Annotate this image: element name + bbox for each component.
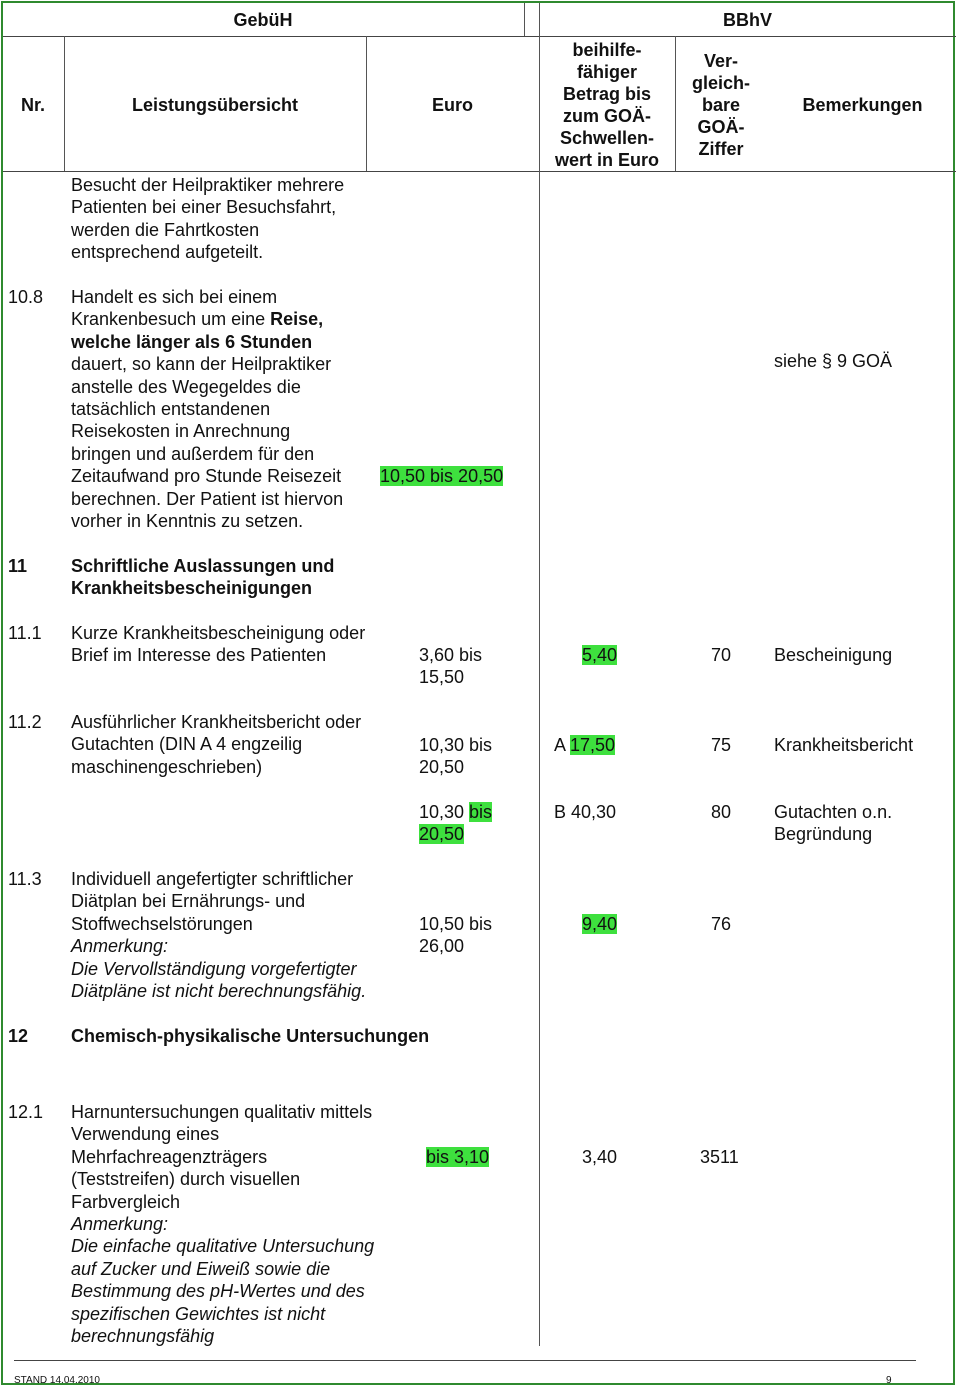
footer-stand: STAND 14.04.2010	[14, 1375, 100, 1386]
col-bemerkungen: Bemerkungen	[802, 95, 923, 115]
row-nr-11-2: 11.2	[8, 712, 42, 732]
ziffer-11-1: 70	[711, 645, 732, 665]
col-euro: Euro	[431, 95, 473, 115]
col-nr: Nr.	[20, 95, 45, 115]
row-text-10-8: Handelt es sich bei einem Krankenbesuch um eine Reise, welche länger als 6 Stunden dauert, so kann der Heilpraktiker anstelle des Wegegeldes die tatsächlich entstandenen Reisekosten in Anrechnung bringen und außerdem für den Zeitaufwand pro Stunde Reisezeit berechnen. Der Patient ist hiervon vorher in Kenntnis zu setzen.	[71, 287, 344, 532]
betrag-11-1: 5,40	[582, 645, 618, 665]
row-text-12-1: Harnuntersuchungen qualitativ mittels Verwendung eines Mehrfachreagenzträgers (Teststreifen) durch visuellen Farbvergleich Anmerkung: Die einfache qualitative Untersuchung auf Zucker und Eiweiß sowie die Bestimmung des pH-Wertes und des spezifischen Gewichtes ist nicht berechnungsfähig	[71, 1102, 375, 1347]
row-text-11-2: Ausführlicher Krankheitsbericht oder Gutachten (DIN A 4 engzeilig maschinengeschrieben)	[71, 712, 362, 777]
ziffer-11-2-b: 80	[711, 802, 732, 822]
col-leistung: Leistungsübersicht	[131, 95, 299, 115]
row-nr-11-3: 11.3	[8, 869, 42, 889]
betrag-12-1: 3,40	[582, 1147, 618, 1167]
row-text-12: Chemisch-physikalische Untersuchungen	[71, 1026, 430, 1046]
ziffer-11-2-a: 75	[711, 735, 732, 755]
betrag-11-3: 9,40	[582, 914, 618, 934]
bemerkung-11-1: Bescheinigung	[774, 645, 893, 665]
row-nr-11: 11	[8, 556, 28, 576]
euro-12-1: bis 3,10	[426, 1147, 490, 1167]
betrag-11-2-b: B 40,30	[554, 802, 617, 822]
euro-11-2-b: 10,30 bis 20,50	[419, 802, 493, 845]
bemerkung-11-2-b: Gutachten o.n. Begründung	[774, 802, 893, 845]
ziffer-11-3: 76	[711, 914, 732, 934]
row-text-11-1: Kurze Krankheitsbescheinigung oder Brief im Interesse des Patienten	[71, 623, 366, 666]
euro-11-2-a: 10,30 bis 20,50	[419, 735, 493, 778]
intro-text: Besucht der Heilpraktiker mehrere Patienten bei einer Besuchsfahrt, werden die Fahrtkosten entsprechend aufgeteilt.	[71, 175, 345, 263]
ziffer-12-1: 3511	[700, 1147, 739, 1167]
row-text-11-3: Individuell angefertigter schriftlicher Diätplan bei Ernährungs- und Stoffwechselstörungen Anmerkung: Die Vervollständigung vorgefertigter Diätpläne ist nicht berechnungsfähig.	[71, 869, 367, 1002]
header-gebueh: GebüH	[233, 10, 293, 30]
row-nr-12: 12	[8, 1026, 29, 1046]
col-goae-ziffer: Ver- gleich- bare GOÄ- Ziffer	[691, 51, 750, 159]
row-nr-12-1: 12.1	[8, 1102, 44, 1122]
row-nr-10-8: 10.8	[8, 287, 44, 307]
bemerkung-10-8: siehe § 9 GOÄ	[774, 351, 893, 371]
row-text-11: Schriftliche Auslassungen und Krankheitsbescheinigungen	[71, 556, 335, 599]
euro-11-3: 10,50 bis 26,00	[419, 914, 493, 957]
euro-10-8: 10,50 bis 20,50	[380, 466, 504, 486]
euro-11-1: 3,60 bis 15,50	[419, 645, 483, 688]
footer-page-number: 9	[886, 1375, 892, 1386]
header-bbhv: BBhV	[723, 10, 772, 30]
col-beihilfe: beihilfe- fähiger Betrag bis zum GOÄ- Schwellen- wert in Euro	[554, 40, 659, 170]
bemerkung-11-2-a: Krankheitsbericht	[774, 735, 914, 755]
betrag-11-2-a: A 17,50	[554, 735, 616, 755]
row-nr-11-1: 11.1	[8, 623, 42, 643]
